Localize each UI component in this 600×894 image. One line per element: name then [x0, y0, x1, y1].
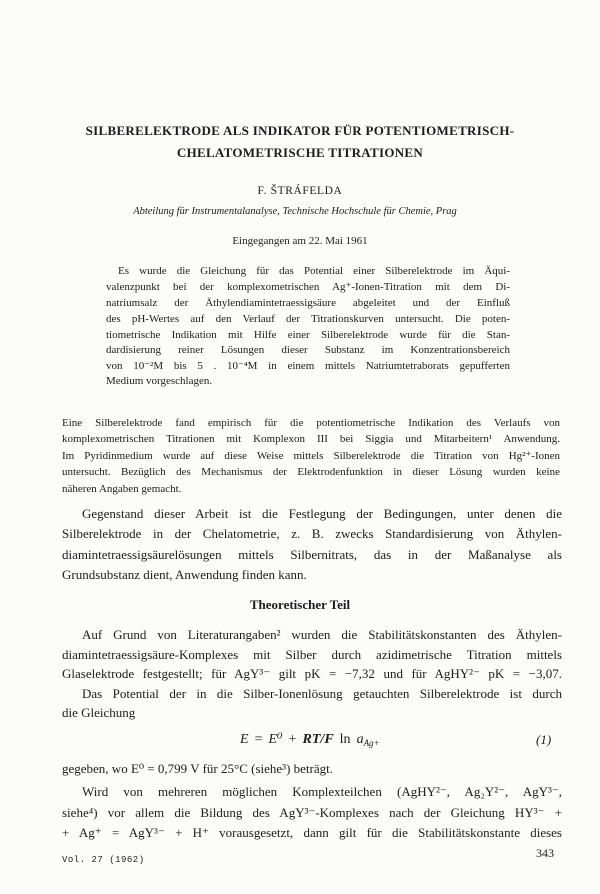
body-line: Auf Grund von Literaturangaben² wurden die Stabilitätskonstanten des Äthylen-	[82, 627, 562, 642]
abstract-line: des pH-Wertes auf den Verlauf der Titrationskurven untersucht. Die poten-	[106, 313, 510, 325]
affiliation: Abteilung für Instrumentalanalyse, Technische Hochschule für Chemie, Prag	[133, 206, 457, 217]
equation-symbol: E⁰	[268, 732, 283, 747]
body-line: die Gleichung	[62, 705, 136, 720]
section-heading: Theoretischer Teil	[249, 597, 351, 612]
footer-volume: Vol. 27 (1962)	[62, 855, 145, 865]
author-name: F. ŠTRÁFELDA	[257, 185, 343, 197]
abstract-line: valenzpunkt bei der komplexometrischen Ag⁺-Ionen-Titration mit dem Di-	[106, 281, 510, 293]
page-number: 343	[536, 846, 554, 860]
equation-subscript: Ag+	[363, 738, 380, 748]
equation-symbol: RT/F	[302, 732, 334, 747]
intro-line: komplexometrischen Titrationen mit Komplexon III bei Siggia und Mitarbeitern¹ Anwendung.	[62, 433, 560, 445]
intro-line: Eine Silberelektrode fand empirisch für die potentiometrische Indikation des Verlaufs von	[62, 417, 560, 429]
abstract-line: dardisierung reiner Lösungen dieser Substanz im Konzentrationsbereich	[106, 344, 510, 356]
intro-line: Im Pyridinmedium wurde auf diese Weise mittels Silberelektrode die Titration von Hg²⁺-Ionen	[62, 450, 560, 462]
abstract-line: Es wurde die Gleichung für das Potential einer Silberelektrode im Äqui-	[118, 265, 510, 277]
title-line: SILBERELEKTRODE ALS INDIKATOR FÜR POTENTIOMETRISCH-	[85, 123, 515, 138]
equation-number: (1)	[536, 732, 552, 747]
body-line: Glaselektrode festgestellt; für AgY³⁻ gilt pK = −7,32 und für AgHY²⁻ pK = −3,07.	[62, 666, 562, 681]
body-line: Wird von mehreren möglichen Komplexteilchen (AgHY²⁻, Ag₂Y²⁻, AgY³⁻,	[82, 784, 562, 799]
equation-symbol: E	[240, 732, 249, 747]
abstract-line: natriumsalz der Äthylendiamintetraessigsäure abgeleitet und der Einfluß	[106, 297, 510, 309]
equation-operator: ln	[339, 732, 351, 747]
body-line: Grundsubstanz dient, Anwendung finden kann.	[62, 567, 307, 582]
body-line: gegeben, wo E⁰ = 0,799 V für 25°C (siehe³) beträgt.	[62, 761, 333, 776]
abstract-line: von 10⁻²M bis 5 . 10⁻⁴M in einem mittels Natriumtetraborats gepufferten	[106, 360, 510, 372]
equation-operator: =	[254, 732, 263, 747]
abstract-line: tiometrische Indikation mit Hilfe einer Silberelektrode wurde für die Stan-	[106, 329, 510, 341]
title-line: CHELATOMETRISCHE TITRATIONEN	[176, 145, 424, 160]
body-line: siehe⁴) vor allem die Bildung des AgY³⁻-Komplexes nach der Gleichung HY³⁻ +	[62, 805, 562, 820]
body-line: Silberelektrode in der Chelatometrie, z. B. zwecks Standardisierung von Äthylen-	[62, 526, 562, 541]
equation-symbol: a	[356, 732, 364, 747]
equation	[240, 730, 380, 753]
abstract-line: Medium vorgeschlagen.	[106, 375, 213, 387]
received-date: Eingegangen am 22. Mai 1961	[232, 235, 368, 247]
intro-line: näheren Angaben gemacht.	[62, 483, 182, 495]
body-line: Das Potential der in die Silber-Ionenlösung getauchten Silberelektrode ist durch	[82, 686, 562, 701]
body-line: + Ag⁺ = AgY³⁻ + H⁺ vorausgesetzt, dann gilt für die Stabilitätskonstante dieses	[62, 825, 562, 840]
body-line: diamintetraessigsäurelösungen mittels Silbernitrats, das in der Maßanalyse als	[62, 547, 562, 562]
body-line: diamintetraessigsäure-Komplexes mit Silber durch azidimetrische Titration mittels	[62, 647, 562, 662]
equation-operator: +	[288, 732, 297, 747]
body-line: Gegenstand dieser Arbeit ist die Festlegung der Bedingungen, unter denen die	[82, 506, 562, 521]
intro-line: untersucht. Bezüglich des Mechanismus der Elektrodenfunktion in dieser Lösung wurden keine	[62, 466, 560, 478]
